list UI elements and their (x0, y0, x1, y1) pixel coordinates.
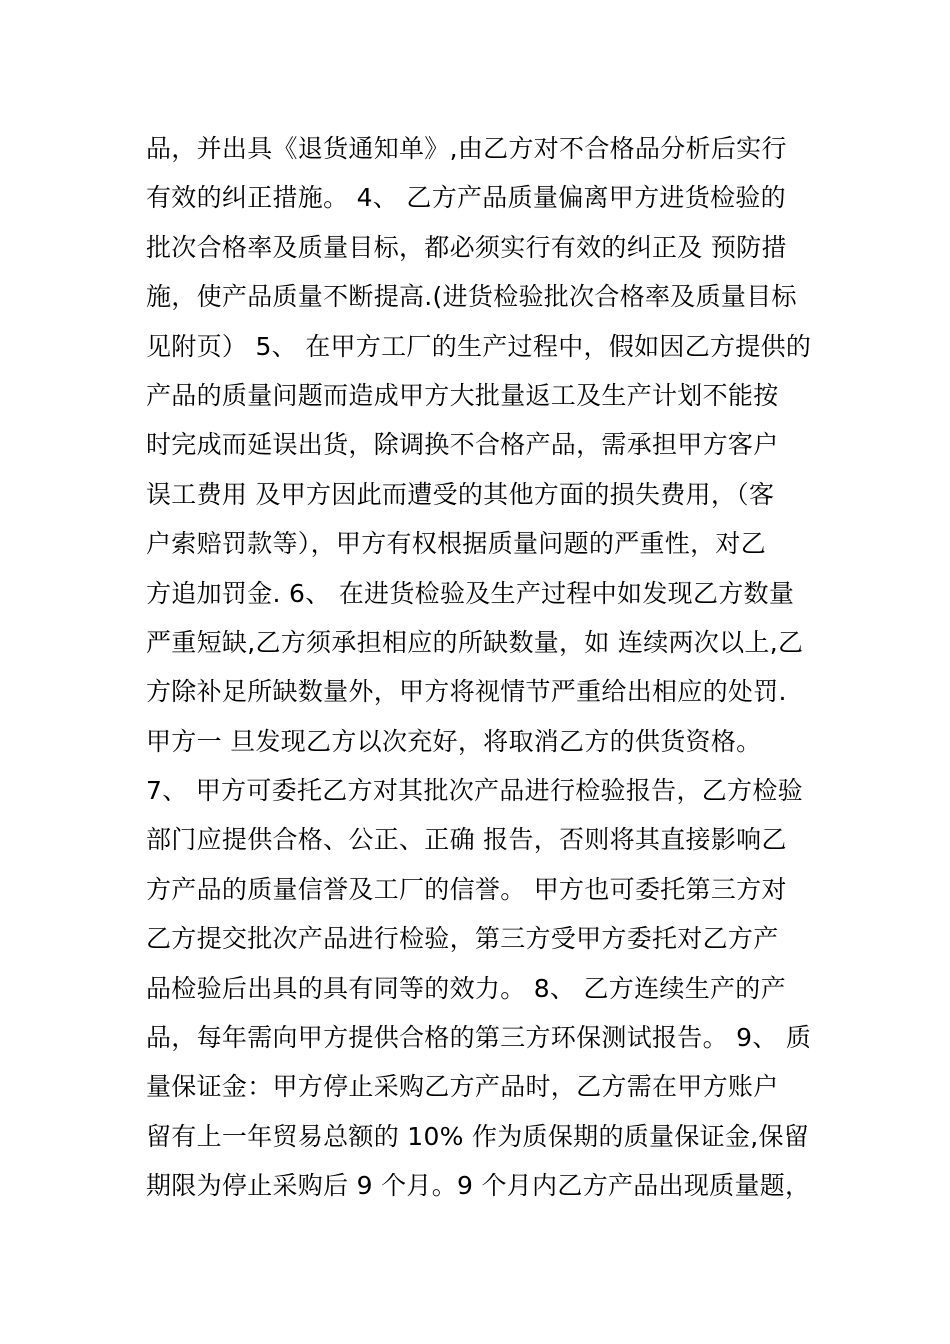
text-line: 见附页） 5、 在甲方工厂的生产过程中，假如因乙方提供的 (146, 331, 812, 361)
text-line: 期限为停止采购后 9 个月。9 个月内乙方产品出现质量题， (146, 1171, 811, 1201)
body-text (146, 124, 826, 1211)
text-line: 时完成而延误出货，除调换不合格产品，需承担甲方客户 (146, 430, 779, 460)
text-line: 户索赔罚款等），甲方有权根据质量问题的严重性，对乙 (146, 529, 767, 559)
text-line: 严重短缺,乙方须承担相应的所缺数量，如 连续两次以上,乙 (146, 627, 804, 657)
text-line: 乙方提交批次产品进行检验，第三方受甲方委托对乙方产 (146, 924, 779, 954)
text-line: 施，使产品质量不断提高.(进货检验批次合格率及质量目标 (146, 282, 797, 312)
text-line: 甲方一 旦发现乙方以次充好，将取消乙方的供货资格。 (146, 726, 762, 756)
text-line: 品，每年需向甲方提供合格的第三方环保测试报告。 9、 质 (146, 1023, 812, 1053)
text-line: 误工费用 及甲方因此而遭受的其他方面的损失费用，（客 (146, 479, 775, 509)
text-line: 部门应提供合格、公正、正确 报告，否则将其直接影响乙 (146, 825, 787, 855)
text-line: 品检验后出具的具有同等的效力。 8、 乙方连续生产的产 (146, 973, 786, 1003)
text-line: 量保证金：甲方停止采购乙方产品时，乙方需在甲方账户 (146, 1072, 779, 1102)
text-line: 品，并出具《退货通知单》,由乙方对不合格品分析后实行 (146, 134, 787, 163)
text-line: 留有上一年贸易总额的 10% 作为质保期的质量保证金,保留 (146, 1121, 810, 1151)
text-line: 方产品的质量信誉及工厂的信誉。 甲方也可委托第三方对 (146, 874, 787, 904)
text-line: 有效的纠正措施。 4、 乙方产品质量偏离甲方进货检验的 (146, 183, 786, 213)
text-line: 7、 甲方可委托乙方对其批次产品进行检验报告，乙方检验 (146, 776, 803, 806)
text-line: 方追加罚金. 6、 在进货检验及生产过程中如发现乙方数量 (146, 578, 795, 608)
text-line: 产品的质量问题而造成甲方大批量返工及生产计划不能按 (146, 380, 779, 410)
text-line: 批次合格率及质量目标，都必须实行有效的纠正及 预防措 (146, 232, 787, 262)
text-line: 方除补足所缺数量外，甲方将视情节严重给出相应的处罚. (146, 677, 787, 707)
